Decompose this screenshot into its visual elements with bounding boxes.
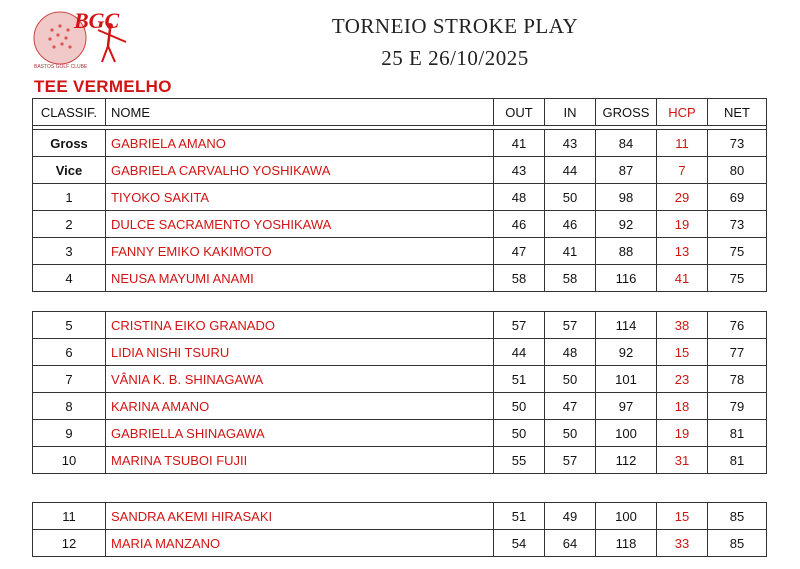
cell-hcp: 29 xyxy=(657,184,708,211)
cell-net: 73 xyxy=(708,211,767,238)
cell-hcp: 33 xyxy=(657,530,708,557)
cell-classif: 3 xyxy=(33,238,106,265)
cell-net: 76 xyxy=(708,312,767,339)
table-header xyxy=(33,99,767,126)
cell-gross: 87 xyxy=(596,157,657,184)
table-row xyxy=(33,393,767,420)
table-row xyxy=(33,420,767,447)
cell-gross: 84 xyxy=(596,130,657,157)
cell-out: 48 xyxy=(494,184,545,211)
results-table-group-3 xyxy=(32,502,767,557)
cell-hcp: 38 xyxy=(657,312,708,339)
cell-nome: MARINA TSUBOI FUJII xyxy=(106,447,494,474)
cell-nome: TIYOKO SAKITA xyxy=(106,184,494,211)
cell-out: 46 xyxy=(494,211,545,238)
golf-ball-logo-icon xyxy=(30,2,135,74)
cell-nome: NEUSA MAYUMI ANAMI xyxy=(106,265,494,292)
table-row xyxy=(33,211,767,238)
cell-net: 78 xyxy=(708,366,767,393)
table-row xyxy=(33,265,767,292)
header-out: OUT xyxy=(494,99,545,126)
cell-out: 54 xyxy=(494,530,545,557)
cell-nome: FANNY EMIKO KAKIMOTO xyxy=(106,238,494,265)
cell-net: 77 xyxy=(708,339,767,366)
cell-net: 69 xyxy=(708,184,767,211)
cell-classif: 1 xyxy=(33,184,106,211)
header-classif: CLASSIF. xyxy=(33,99,106,126)
cell-in: 43 xyxy=(545,130,596,157)
cell-gross: 88 xyxy=(596,238,657,265)
tournament-dates: 25 E 26/10/2025 xyxy=(381,46,529,70)
cell-nome: SANDRA AKEMI HIRASAKI xyxy=(106,503,494,530)
cell-net: 81 xyxy=(708,420,767,447)
cell-classif: 5 xyxy=(33,312,106,339)
page-title: TORNEIO STROKE PLAY xyxy=(331,14,579,38)
cell-net: 75 xyxy=(708,238,767,265)
header-net: NET xyxy=(708,99,767,126)
cell-net: 73 xyxy=(708,130,767,157)
cell-gross: 116 xyxy=(596,265,657,292)
table-row xyxy=(33,447,767,474)
cell-net: 80 xyxy=(708,157,767,184)
table-row xyxy=(33,238,767,265)
cell-hcp: 13 xyxy=(657,238,708,265)
club-logo xyxy=(30,2,135,74)
table-row xyxy=(33,530,767,557)
cell-classif: 11 xyxy=(33,503,106,530)
cell-classif: 6 xyxy=(33,339,106,366)
cell-gross: 114 xyxy=(596,312,657,339)
cell-in: 48 xyxy=(545,339,596,366)
cell-classif: 8 xyxy=(33,393,106,420)
cell-out: 44 xyxy=(494,339,545,366)
cell-hcp: 31 xyxy=(657,447,708,474)
cell-out: 51 xyxy=(494,503,545,530)
cell-in: 46 xyxy=(545,211,596,238)
cell-hcp: 15 xyxy=(657,339,708,366)
cell-classif: Vice xyxy=(33,157,106,184)
results-table-group-1 xyxy=(32,98,767,292)
cell-out: 55 xyxy=(494,447,545,474)
cell-gross: 98 xyxy=(596,184,657,211)
cell-out: 50 xyxy=(494,393,545,420)
cell-in: 50 xyxy=(545,366,596,393)
cell-gross: 92 xyxy=(596,339,657,366)
cell-net: 85 xyxy=(708,503,767,530)
table-row xyxy=(33,366,767,393)
cell-classif: Gross xyxy=(33,130,106,157)
cell-gross: 100 xyxy=(596,503,657,530)
cell-nome: KARINA AMANO xyxy=(106,393,494,420)
cell-hcp: 11 xyxy=(657,130,708,157)
header-nome: NOME xyxy=(106,99,494,126)
cell-classif: 4 xyxy=(33,265,106,292)
cell-out: 51 xyxy=(494,366,545,393)
cell-gross: 112 xyxy=(596,447,657,474)
cell-nome: GABRIELA CARVALHO YOSHIKAWA xyxy=(106,157,494,184)
results-table-group-2 xyxy=(32,311,767,474)
cell-hcp: 41 xyxy=(657,265,708,292)
logo-ring-text: BASTOS GOLF CLUBE xyxy=(34,64,88,70)
cell-net: 75 xyxy=(708,265,767,292)
cell-nome: CRISTINA EIKO GRANADO xyxy=(106,312,494,339)
cell-net: 81 xyxy=(708,447,767,474)
cell-classif: 7 xyxy=(33,366,106,393)
cell-nome: VÂNIA K. B. SHINAGAWA xyxy=(106,366,494,393)
cell-nome: MARIA MANZANO xyxy=(106,530,494,557)
cell-in: 47 xyxy=(545,393,596,420)
cell-hcp: 15 xyxy=(657,503,708,530)
cell-out: 43 xyxy=(494,157,545,184)
table-row xyxy=(33,312,767,339)
cell-in: 41 xyxy=(545,238,596,265)
cell-in: 57 xyxy=(545,312,596,339)
cell-nome: DULCE SACRAMENTO YOSHIKAWA xyxy=(106,211,494,238)
cell-classif: 9 xyxy=(33,420,106,447)
cell-gross: 101 xyxy=(596,366,657,393)
table-row xyxy=(33,339,767,366)
cell-in: 50 xyxy=(545,184,596,211)
cell-classif: 12 xyxy=(33,530,106,557)
logo-text: BGC xyxy=(74,8,120,33)
cell-hcp: 18 xyxy=(657,393,708,420)
cell-nome: LIDIA NISHI TSURU xyxy=(106,339,494,366)
cell-gross: 118 xyxy=(596,530,657,557)
cell-in: 57 xyxy=(545,447,596,474)
cell-out: 47 xyxy=(494,238,545,265)
cell-out: 41 xyxy=(494,130,545,157)
cell-hcp: 19 xyxy=(657,211,708,238)
header-gross: GROSS xyxy=(596,99,657,126)
cell-hcp: 19 xyxy=(657,420,708,447)
cell-gross: 97 xyxy=(596,393,657,420)
table-row xyxy=(33,130,767,157)
cell-in: 49 xyxy=(545,503,596,530)
cell-classif: 10 xyxy=(33,447,106,474)
cell-out: 50 xyxy=(494,420,545,447)
cell-nome: GABRIELLA SHINAGAWA xyxy=(106,420,494,447)
cell-net: 85 xyxy=(708,530,767,557)
tee-label: TEE VERMELHO xyxy=(34,77,172,96)
cell-in: 44 xyxy=(545,157,596,184)
cell-in: 50 xyxy=(545,420,596,447)
header-in: IN xyxy=(545,99,596,126)
table-row xyxy=(33,157,767,184)
cell-gross: 100 xyxy=(596,420,657,447)
cell-nome: GABRIELA AMANO xyxy=(106,130,494,157)
cell-hcp: 7 xyxy=(657,157,708,184)
cell-out: 58 xyxy=(494,265,545,292)
cell-classif: 2 xyxy=(33,211,106,238)
cell-out: 57 xyxy=(494,312,545,339)
cell-hcp: 23 xyxy=(657,366,708,393)
table-row xyxy=(33,184,767,211)
header-hcp: HCP xyxy=(657,99,708,126)
cell-in: 64 xyxy=(545,530,596,557)
cell-net: 79 xyxy=(708,393,767,420)
table-row xyxy=(33,503,767,530)
cell-gross: 92 xyxy=(596,211,657,238)
cell-in: 58 xyxy=(545,265,596,292)
